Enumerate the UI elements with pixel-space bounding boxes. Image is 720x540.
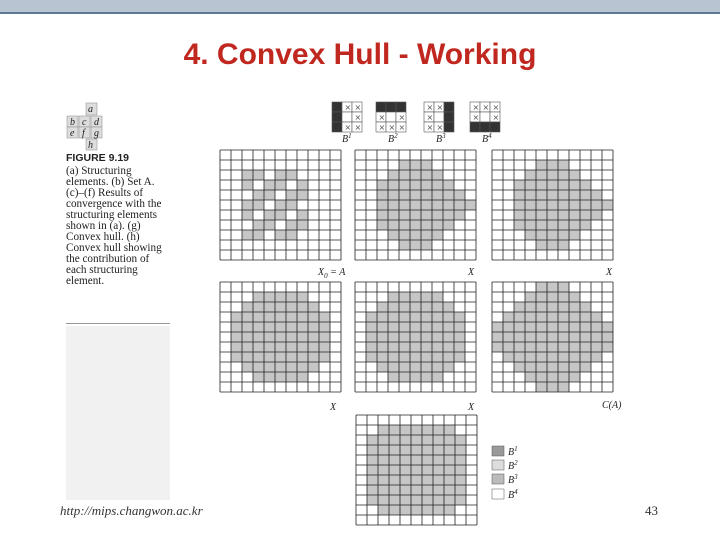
panel-label-x0: $X_0 = A$ — [318, 267, 346, 280]
structuring-element — [424, 102, 454, 132]
pixel-grid — [492, 150, 613, 260]
slide-title: 4. Convex Hull - Working — [183, 38, 537, 71]
se-label-4: $B^4$ — [482, 132, 492, 145]
se-label-3: $B^3$ — [436, 132, 446, 145]
structuring-element-labels — [342, 132, 492, 145]
page-number: 43 — [645, 503, 658, 518]
legend — [492, 445, 518, 501]
legend-swatch-4 — [492, 489, 504, 499]
structuring-element — [376, 102, 406, 132]
layout-key — [67, 103, 102, 151]
svg-text:×: × — [378, 113, 386, 122]
svg-text:×: × — [398, 123, 406, 132]
legend-swatch-3 — [492, 474, 504, 484]
legend-label-4: $B^4$ — [508, 488, 518, 501]
legend-label-2: $B^2$ — [508, 459, 518, 472]
pixel-grids — [220, 150, 613, 525]
svg-text:×: × — [426, 113, 434, 122]
key-a: a — [88, 104, 93, 115]
panel-label-x2: X — [606, 267, 613, 278]
legend-swatch-1 — [492, 446, 504, 456]
svg-text:×: × — [344, 103, 352, 112]
svg-text:×: × — [388, 123, 396, 132]
svg-text:×: × — [492, 103, 500, 112]
svg-text:×: × — [472, 113, 480, 122]
svg-text:×: × — [398, 113, 406, 122]
footer-url: http://mips.changwon.ac.kr — [60, 503, 203, 518]
key-g: g — [94, 128, 99, 139]
svg-text:×: × — [426, 103, 434, 112]
key-b: b — [70, 117, 75, 128]
figure-caption-text: (a) Structuring elements. (b) Set A. (c)–(f) Results of convergence with the structuring elements shown in (a). (g) Convex hull. (h) Convex hull showing the contribution of each structuring element. — [66, 165, 162, 287]
svg-text:×: × — [492, 113, 500, 122]
panel-label-x3: X — [330, 402, 337, 413]
svg-text:×: × — [378, 123, 386, 132]
pixel-grid — [355, 150, 476, 260]
se-label-2: $B^2$ — [388, 132, 398, 145]
structuring-element — [470, 102, 500, 132]
legend-label-3: $B^3$ — [508, 473, 518, 486]
legend-swatch-2 — [492, 460, 504, 470]
key-d: d — [94, 117, 99, 128]
svg-text:×: × — [344, 123, 352, 132]
svg-text:×: × — [354, 113, 362, 122]
key-e: e — [70, 128, 75, 139]
key-c: c — [82, 117, 87, 128]
panel-label-x4: X — [468, 402, 475, 413]
svg-text:×: × — [426, 123, 434, 132]
svg-text:×: × — [482, 103, 490, 112]
svg-text:×: × — [436, 123, 444, 132]
legend-label-1: $B^1$ — [508, 445, 518, 458]
pixel-grid — [355, 282, 476, 392]
figure-heading: FIGURE 9.19 — [66, 152, 130, 164]
pixel-grid — [492, 282, 613, 392]
structuring-elements — [332, 102, 500, 132]
svg-text:×: × — [472, 103, 480, 112]
svg-text:×: × — [436, 103, 444, 112]
se-label-1: $B^1$ — [342, 132, 352, 145]
panel-label-hull: C(A) — [602, 400, 622, 411]
pixel-grid — [220, 282, 341, 392]
pixel-grid — [356, 415, 477, 525]
pixel-grid — [220, 150, 341, 260]
svg-text:×: × — [354, 123, 362, 132]
key-h: h — [88, 140, 93, 151]
key-f: f — [82, 128, 85, 139]
svg-text:×: × — [354, 103, 362, 112]
panel-label-x1: X — [468, 267, 475, 278]
structuring-element — [332, 102, 362, 132]
